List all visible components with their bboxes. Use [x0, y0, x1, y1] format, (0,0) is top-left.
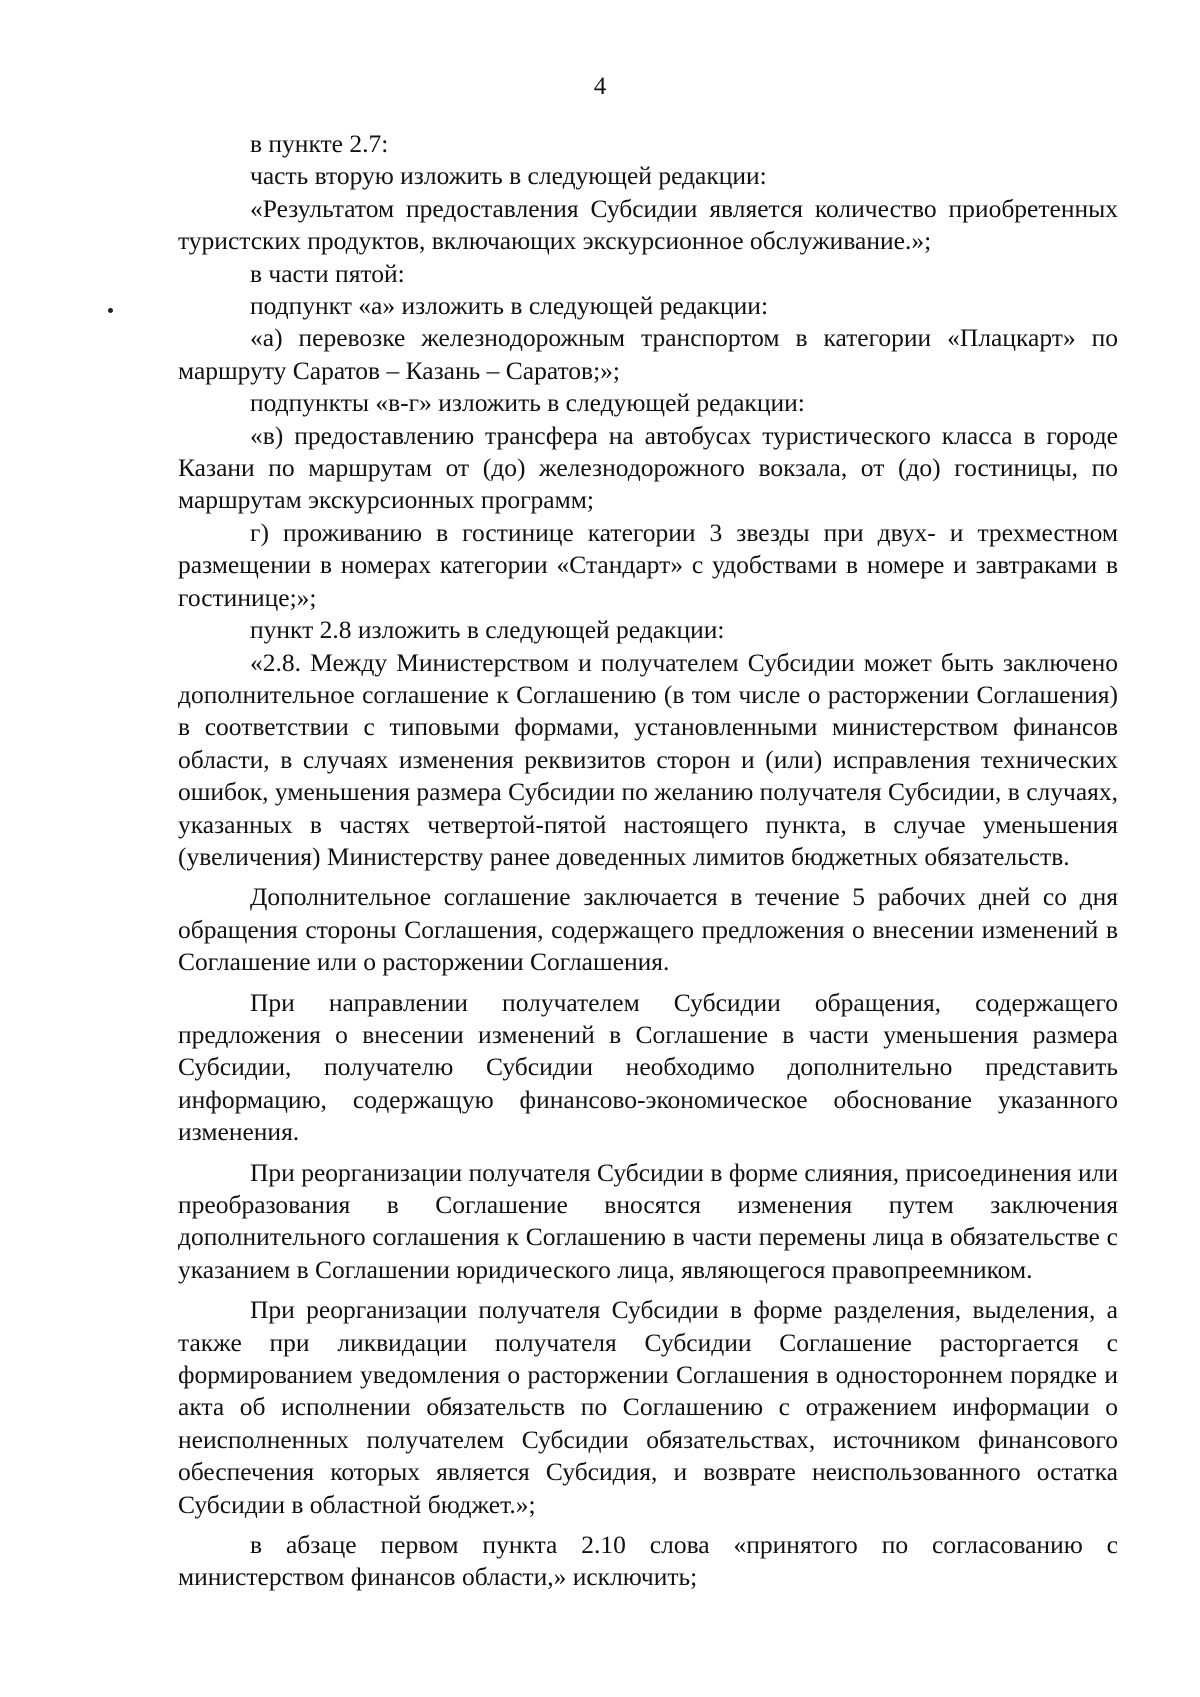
- margin-dot: [108, 308, 113, 313]
- paragraph: подпункт «а» изложить в следующей редакции:: [250, 291, 769, 321]
- paragraph: Дополнительное соглашение заключается в течение 5 рабочих дней со дня обращения стороны Соглашения, содержащего предложения о внесении изменений в Соглашение или о расторжении Соглашения.: [178, 882, 1118, 977]
- paragraph: При реорганизации получателя Субсидии в форме слияния, присоединения или преобразования в Соглашение вносятся изменения путем заключения дополнительного соглашения к Соглашению в части перемены лица в обязательстве с указанием в Соглашении юридического лица, являющегося правопреемником.: [178, 1157, 1118, 1284]
- paragraph: «2.8. Между Министерством и получателем Субсидии может быть заключено дополнительное соглашение к Соглашению (в том числе о расторжении Соглашения) в соответствии с типовыми формами, установленными министерством финансов области, в случаях изменения реквизитов сторон и (или) исправления технических ошибок, уменьшения размера Субсидии по желанию получателя Субсидии, в случаях, указанных в частях четвертой-пятой настоящего пункта, в случае уменьшения (увеличения) Министерству ранее доведенных лимитов бюджетных обязательств.: [178, 647, 1118, 871]
- paragraph: пункт 2.8 изложить в следующей редакции:: [250, 615, 725, 645]
- paragraph: в пункте 2.7:: [250, 129, 389, 158]
- paragraph: подпункты «в-г» изложить в следующей редакции:: [250, 388, 805, 418]
- paragraph: «а) перевозке железнодорожным транспортом в категории «Плацкарт» по маршруту Саратов – Казань – Саратов;»;: [178, 323, 1118, 385]
- page-number: 4: [593, 73, 607, 100]
- paragraph: в части пятой:: [250, 258, 405, 288]
- paragraph: При направлении получателем Субсидии обращения, содержащего предложения о внесении изменений в Соглашение в части уменьшения размера Субсидии, получателю Субсидии необходимо дополнительно представить информацию, содержащую финансово-экономическое обоснование указанного изменения.: [178, 987, 1118, 1147]
- paragraph: «в) предоставлению трансфера на автобусах туристического класса в городе Казани по маршрутам от (до) железнодорожного вокзала, от (до) гостиницы, по маршрутам экскурсионных программ;: [178, 420, 1118, 515]
- document-body: [178, 128, 1118, 1594]
- paragraph: в абзаце первом пункта 2.10 слова «принятого по согласованию с министерством финансов области,» исключить;: [178, 1530, 1118, 1592]
- paragraph: При реорганизации получателя Субсидии в форме разделения, выделения, а также при ликвидации получателя Субсидии Соглашение расторгается с формированием уведомления о расторжении Соглашения в одностороннем порядке и акта об исполнении обязательств по Соглашению с отражением информации о неисполненных получателем Субсидии обязательствах, источником финансового обеспечения которых является Субсидия, и возврате неиспользованного остатка Субсидии в областной бюджет.»;: [178, 1295, 1118, 1519]
- paragraph: г) проживанию в гостинице категории 3 звезды при двух- и трехместном размещении в номерах категории «Стандарт» с удобствами в номере и завтраками в гостинице;»;: [178, 517, 1118, 612]
- paragraph: часть вторую изложить в следующей редакции:: [250, 161, 767, 191]
- paragraph: «Результатом предоставления Субсидии является количество приобретенных туристских продуктов, включающих экскурсионное обслуживание.»;: [178, 193, 1118, 256]
